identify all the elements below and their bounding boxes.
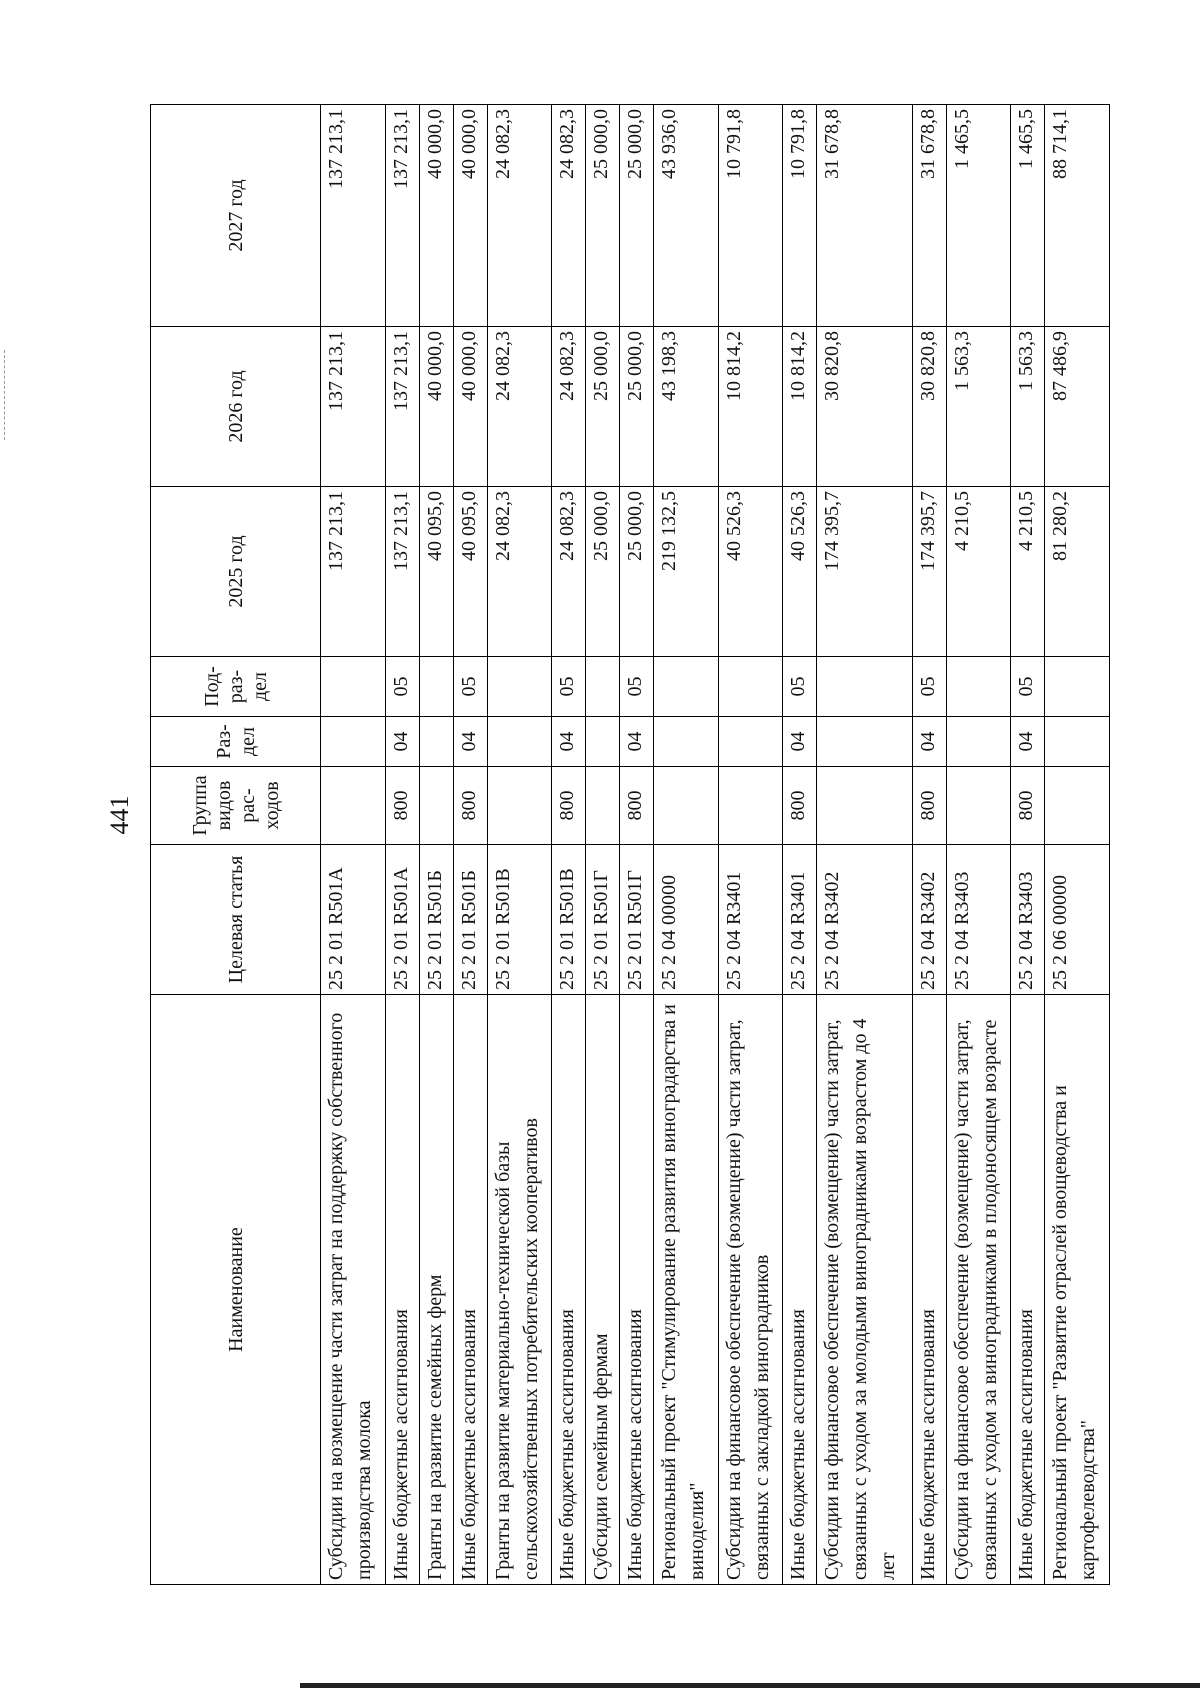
cell-section: 04 (783, 717, 817, 767)
cell-target-article: 25 2 01 R501A (385, 845, 419, 995)
cell-2026: 40 000,0 (419, 327, 453, 487)
cell-section: 04 (385, 717, 419, 767)
cell-2026: 24 082,3 (552, 327, 586, 487)
cell-2025: 81 280,2 (1045, 487, 1110, 657)
cell-2026: 30 820,8 (817, 327, 912, 487)
cell-target-article: 25 2 01 R501В (552, 845, 586, 995)
cell-section: 04 (1011, 717, 1045, 767)
table-row (453, 105, 487, 1585)
cell-expense-group (817, 767, 912, 845)
cell-2027: 10 791,8 (783, 105, 817, 327)
cell-2027: 1 465,5 (1011, 105, 1045, 327)
cell-target-article: 25 2 04 R3403 (946, 845, 1011, 995)
cell-subsection: 05 (620, 657, 654, 717)
cell-target-article: 25 2 01 R501Б (419, 845, 453, 995)
table-row (487, 105, 552, 1585)
cell-2027: 43 936,0 (654, 105, 719, 327)
scan-bottom-rule (300, 1683, 1200, 1688)
page-number: 441 (105, 795, 134, 835)
cell-2027: 31 678,8 (817, 105, 912, 327)
table-row (783, 105, 817, 1585)
cell-section (718, 717, 783, 767)
cell-subsection (946, 657, 1011, 717)
rotated-table-wrapper (150, 105, 1110, 1585)
cell-target-article: 25 2 01 R501В (487, 845, 552, 995)
cell-name: Субсидии на возмещение части затрат на поддержку собственного производства молока (321, 995, 386, 1585)
cell-2025: 40 095,0 (453, 487, 487, 657)
cell-2026: 40 000,0 (453, 327, 487, 487)
cell-2025: 174 395,7 (912, 487, 946, 657)
cell-2025: 40 095,0 (419, 487, 453, 657)
cell-2027: 25 000,0 (620, 105, 654, 327)
header-2025: 2025 год (151, 487, 321, 657)
cell-expense-group (419, 767, 453, 845)
cell-expense-group (321, 767, 386, 845)
cell-2025: 174 395,7 (817, 487, 912, 657)
table-row (718, 105, 783, 1585)
cell-name: Субсидии семейным фермам (586, 995, 620, 1585)
cell-expense-group: 800 (620, 767, 654, 845)
header-target-article: Целевая статья (151, 845, 321, 995)
cell-2025: 25 000,0 (620, 487, 654, 657)
cell-2027: 137 213,1 (385, 105, 419, 327)
header-section: Раз-дел (151, 717, 321, 767)
cell-2027: 40 000,0 (419, 105, 453, 327)
cell-2027: 31 678,8 (912, 105, 946, 327)
cell-2025: 40 526,3 (718, 487, 783, 657)
table-row (385, 105, 419, 1585)
cell-section (1045, 717, 1110, 767)
cell-name: Иные бюджетные ассигнования (453, 995, 487, 1585)
cell-subsection: 05 (552, 657, 586, 717)
cell-2027: 10 791,8 (718, 105, 783, 327)
cell-2025: 40 526,3 (783, 487, 817, 657)
cell-name: Иные бюджетные ассигнования (1011, 995, 1045, 1585)
cell-2025: 24 082,3 (552, 487, 586, 657)
cell-name: Иные бюджетные ассигнования (385, 995, 419, 1585)
cell-2025: 24 082,3 (487, 487, 552, 657)
cell-target-article: 25 2 04 00000 (654, 845, 719, 995)
budget-table (150, 104, 1110, 1585)
cell-name: Региональный проект "Развитие отраслей овощеводства и картофелеводства" (1045, 995, 1110, 1585)
cell-2026: 24 082,3 (487, 327, 552, 487)
cell-subsection (817, 657, 912, 717)
header-2027: 2027 год (151, 105, 321, 327)
cell-2026: 87 486,9 (1045, 327, 1110, 487)
header-expense-group: Группа видов рас-ходов (151, 767, 321, 845)
cell-name: Иные бюджетные ассигнования (912, 995, 946, 1585)
table-row (912, 105, 946, 1585)
cell-2025: 137 213,1 (321, 487, 386, 657)
cell-2026: 30 820,8 (912, 327, 946, 487)
cell-name: Иные бюджетные ассигнования (552, 995, 586, 1585)
cell-target-article: 25 2 06 00000 (1045, 845, 1110, 995)
cell-section (946, 717, 1011, 767)
cell-subsection (419, 657, 453, 717)
scan-margin-mark (4, 350, 6, 440)
cell-section (419, 717, 453, 767)
cell-target-article: 25 2 01 R501A (321, 845, 386, 995)
cell-section (654, 717, 719, 767)
cell-subsection: 05 (912, 657, 946, 717)
cell-expense-group: 800 (783, 767, 817, 845)
cell-section: 04 (552, 717, 586, 767)
cell-name: Субсидии на финансовое обеспечение (возмещение) части затрат, связанных с уходом за виноградниками в плодоносящем возрасте (946, 995, 1011, 1585)
cell-section (586, 717, 620, 767)
cell-2025: 4 210,5 (1011, 487, 1045, 657)
cell-name: Гранты на развитие семейных ферм (419, 995, 453, 1585)
cell-name: Субсидии на финансовое обеспечение (возмещение) части затрат, связанных с закладкой виноградников (718, 995, 783, 1585)
cell-expense-group: 800 (1011, 767, 1045, 845)
cell-subsection (487, 657, 552, 717)
cell-2026: 10 814,2 (718, 327, 783, 487)
cell-target-article: 25 2 04 R3402 (912, 845, 946, 995)
cell-expense-group: 800 (385, 767, 419, 845)
cell-expense-group: 800 (912, 767, 946, 845)
cell-section: 04 (453, 717, 487, 767)
cell-target-article: 25 2 01 R501Г (586, 845, 620, 995)
cell-2026: 137 213,1 (385, 327, 419, 487)
cell-subsection (586, 657, 620, 717)
cell-2026: 1 563,3 (946, 327, 1011, 487)
cell-2026: 1 563,3 (1011, 327, 1045, 487)
table-row (817, 105, 912, 1585)
cell-2026: 10 814,2 (783, 327, 817, 487)
cell-expense-group (718, 767, 783, 845)
table-body (321, 105, 1110, 1585)
cell-subsection (654, 657, 719, 717)
cell-target-article: 25 2 04 R3403 (1011, 845, 1045, 995)
table-row (1011, 105, 1045, 1585)
cell-2026: 137 213,1 (321, 327, 386, 487)
cell-subsection: 05 (453, 657, 487, 717)
table-row (654, 105, 719, 1585)
cell-name: Региональный проект "Стимулирование развития виноградарства и виноделия" (654, 995, 719, 1585)
cell-section: 04 (620, 717, 654, 767)
cell-2027: 25 000,0 (586, 105, 620, 327)
cell-target-article: 25 2 04 R3401 (718, 845, 783, 995)
cell-section (487, 717, 552, 767)
table-row (552, 105, 586, 1585)
cell-name: Субсидии на финансовое обеспечение (возмещение) части затрат, связанных с уходом за молодыми виноградниками возрастом до 4 лет (817, 995, 912, 1585)
cell-subsection (1045, 657, 1110, 717)
header-subsection: Под-раз-дел (151, 657, 321, 717)
header-name: Наименование (151, 995, 321, 1585)
table-row (321, 105, 386, 1585)
cell-expense-group: 800 (453, 767, 487, 845)
cell-subsection: 05 (1011, 657, 1045, 717)
cell-2027: 1 465,5 (946, 105, 1011, 327)
table-row (620, 105, 654, 1585)
table-header-row (151, 105, 321, 1585)
cell-2025: 25 000,0 (586, 487, 620, 657)
header-2026: 2026 год (151, 327, 321, 487)
cell-subsection (718, 657, 783, 717)
cell-expense-group (586, 767, 620, 845)
cell-section (817, 717, 912, 767)
table-row (586, 105, 620, 1585)
cell-2025: 4 210,5 (946, 487, 1011, 657)
cell-name: Иные бюджетные ассигнования (620, 995, 654, 1585)
cell-2025: 219 132,5 (654, 487, 719, 657)
cell-expense-group: 800 (552, 767, 586, 845)
table-row (1045, 105, 1110, 1585)
cell-expense-group (487, 767, 552, 845)
cell-2027: 88 714,1 (1045, 105, 1110, 327)
cell-name: Гранты на развитие материально-технической базы сельскохозяйственных потребительских кооперативов (487, 995, 552, 1585)
cell-subsection: 05 (783, 657, 817, 717)
cell-2026: 25 000,0 (620, 327, 654, 487)
cell-target-article: 25 2 04 R3402 (817, 845, 912, 995)
cell-2027: 137 213,1 (321, 105, 386, 327)
table-row (419, 105, 453, 1585)
cell-name: Иные бюджетные ассигнования (783, 995, 817, 1585)
cell-section (321, 717, 386, 767)
cell-section: 04 (912, 717, 946, 767)
cell-target-article: 25 2 01 R501Б (453, 845, 487, 995)
cell-2027: 24 082,3 (552, 105, 586, 327)
cell-expense-group (654, 767, 719, 845)
cell-2027: 24 082,3 (487, 105, 552, 327)
cell-subsection: 05 (385, 657, 419, 717)
cell-target-article: 25 2 04 R3401 (783, 845, 817, 995)
cell-target-article: 25 2 01 R501Г (620, 845, 654, 995)
cell-2027: 40 000,0 (453, 105, 487, 327)
cell-expense-group (946, 767, 1011, 845)
cell-2025: 137 213,1 (385, 487, 419, 657)
cell-2026: 25 000,0 (586, 327, 620, 487)
table-row (946, 105, 1011, 1585)
cell-subsection (321, 657, 386, 717)
cell-expense-group (1045, 767, 1110, 845)
cell-2026: 43 198,3 (654, 327, 719, 487)
